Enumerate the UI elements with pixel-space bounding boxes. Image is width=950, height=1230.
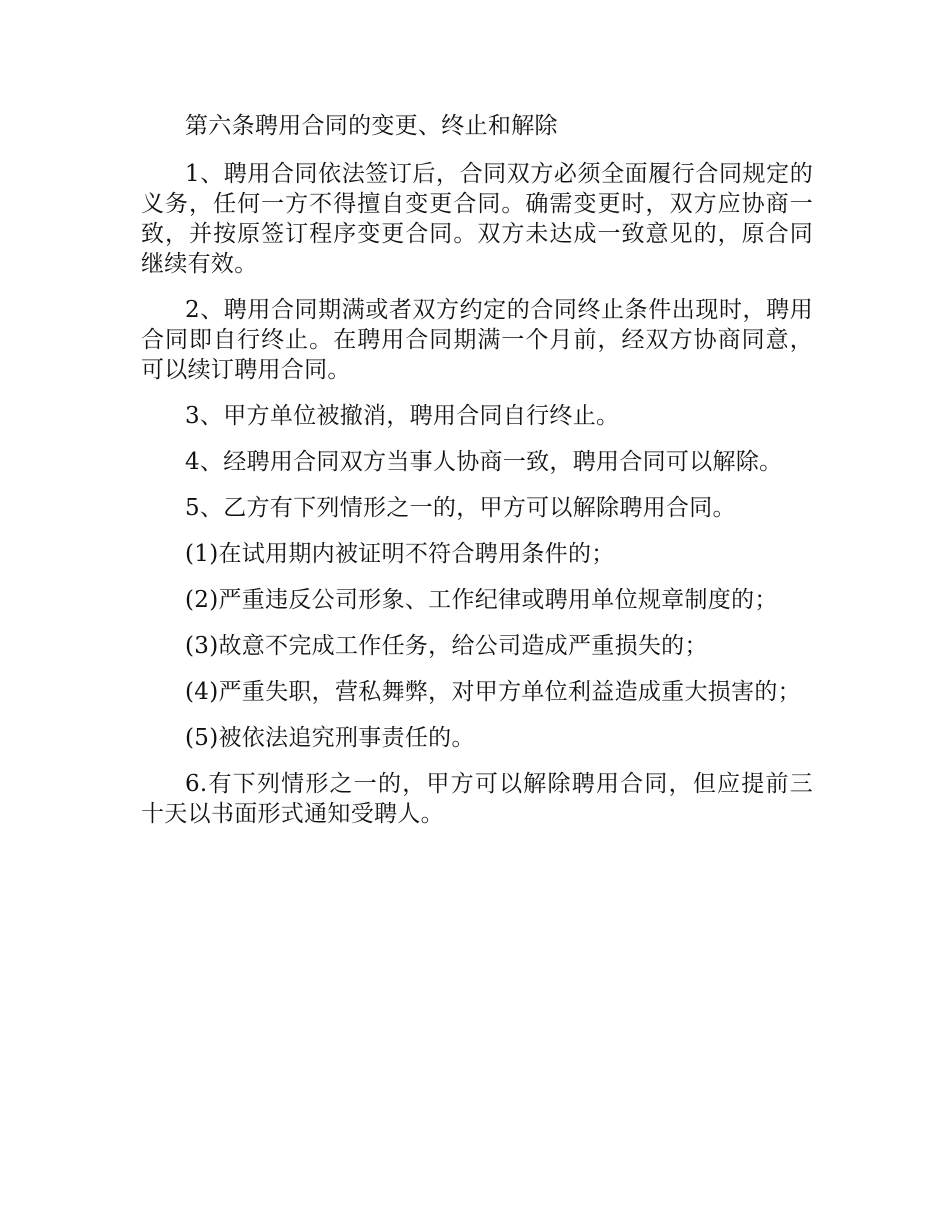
paragraph-3: 3、甲方单位被撤消，聘用合同自行终止。 (185, 403, 620, 429)
paragraph-2: 2、聘用合同期满或者双方约定的合同终止条件出现时，聘用合同即自行终止。在聘用合同期满一个月前，经双方协商同意，可以续订聘用合同。 (141, 297, 813, 383)
paragraph-1: 1、聘用合同依法签订后，合同双方必须全面履行合同规定的义务，任何一方不得擅自变更合同。确需变更时，双方应协商一致，并按原签订程序变更合同。双方未达成一致意见的，原合同继续有效。 (141, 161, 813, 277)
paragraph-5: 5、乙方有下列情形之一的，甲方可以解除聘用合同。 (185, 495, 736, 521)
paragraph-4: 4、经聘用合同双方当事人协商一致，聘用合同可以解除。 (185, 449, 783, 475)
list-item-1: (1)在试用期内被证明不符合聘用条件的； (185, 541, 615, 567)
list-item-5: (5)被依法追究刑事责任的。 (185, 725, 475, 751)
paragraph-6: 6.有下列情形之一的，甲方可以解除聘用合同，但应提前三十天以书面形式通知受聘人。 (141, 771, 813, 827)
list-item-2: (2)严重违反公司形象、工作纪律或聘用单位规章制度的； (185, 587, 778, 613)
section-heading: 第六条聘用合同的变更、终止和解除 (185, 113, 558, 139)
document-body (141, 111, 813, 845)
list-item-4: (4)严重失职，营私舞弊，对甲方单位利益造成重大损害的； (185, 679, 801, 705)
list-item-3: (3)故意不完成工作任务，给公司造成严重损失的； (185, 633, 708, 659)
